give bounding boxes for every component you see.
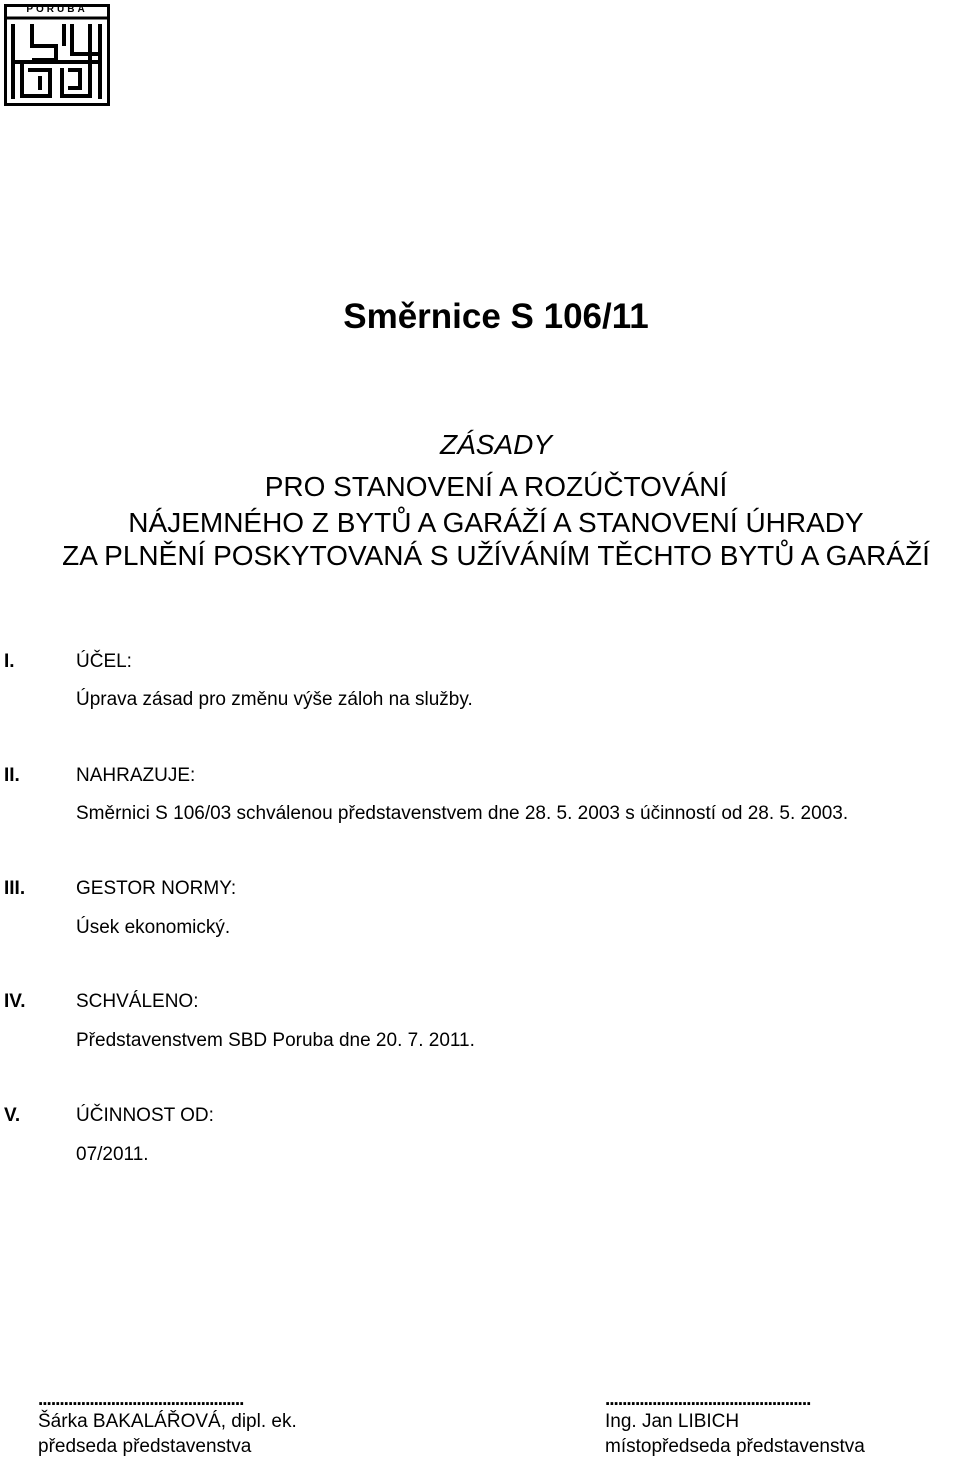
signatory-role: místopředseda představenstva	[605, 1436, 865, 1457]
section-heading: SCHVÁLENO:	[76, 991, 199, 1012]
signatory-name: Ing. Jan LIBICH	[605, 1411, 740, 1432]
section-heading: GESTOR NORMY:	[76, 878, 237, 899]
logo-text: PORUBA	[26, 4, 88, 15]
section-number: III.	[4, 878, 26, 899]
headline-line-1: ZÁSADY	[439, 429, 553, 460]
headline-line-2: PRO STANOVENÍ A ROZÚČTOVÁNÍ	[264, 471, 728, 502]
headline-line-4: ZA PLNĚNÍ POSKYTOVANÁ S UŽÍVÁNÍM TĚCHTO BYTŮ A GARÁŽÍ	[62, 540, 930, 571]
section-number: II.	[4, 765, 20, 786]
headline-line-3: NÁJEMNÉHO Z BYTŮ A GARÁŽÍ A STANOVENÍ ÚHRADY	[128, 507, 864, 538]
sbd-poruba-logo	[4, 4, 110, 106]
section-heading: ÚČINNOST OD:	[76, 1105, 214, 1126]
section-number: I.	[4, 651, 15, 672]
section-body: Představenstvem SBD Poruba dne 20. 7. 2011.	[76, 1030, 475, 1051]
section-body: Úsek ekonomický.	[76, 917, 231, 938]
signatory-name: Šárka BAKALÁŘOVÁ, dipl. ek.	[38, 1411, 297, 1432]
section-heading: ÚČEL:	[76, 651, 132, 672]
section-body: Úprava zásad pro změnu výše záloh na služby.	[76, 689, 473, 710]
section-number: V.	[4, 1105, 21, 1126]
signature-line: ................................................	[38, 1389, 244, 1410]
section-body: Směrnici S 106/03 schválenou představenstvem dne 28. 5. 2003 s účinností od 28. 5. 2003.	[76, 803, 849, 824]
section-number: IV.	[4, 991, 26, 1012]
signatory-role: předseda představenstva	[38, 1436, 252, 1457]
section-body: 07/2011.	[76, 1144, 149, 1165]
document-title: Směrnice S 106/11	[343, 297, 649, 336]
section-heading: NAHRAZUJE:	[76, 765, 196, 786]
signature-line: ................................................	[605, 1389, 811, 1410]
